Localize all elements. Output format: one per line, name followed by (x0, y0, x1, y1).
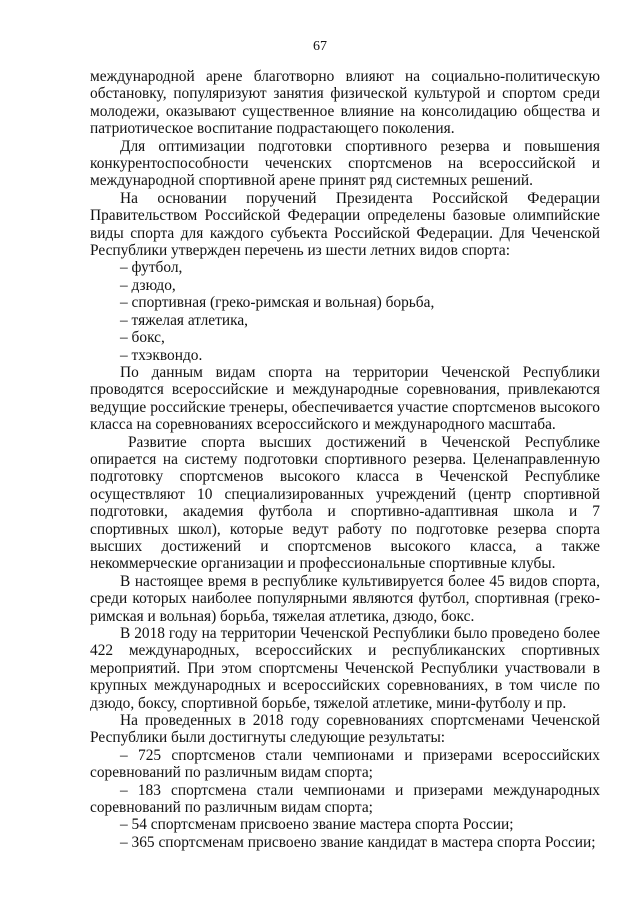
list-item: – тхэквондо. (120, 346, 203, 364)
paragraph: В 2018 году на территории Чеченской Республики было проведено более 422 международных, всероссийских и республиканских спортивных мероприятий. При этом спортсмены Чеченской Республики участвовали в крупных международных и всероссийских соревнованиях, в том числе по дзюдо, боксу, спортивной борьбе, тяжелой атлетике, мини-футболу и пр. (90, 625, 600, 712)
paragraph: В настоящее время в республике культивируется более 45 видов спорта, среди которых наиболее популярными являются футбол, спортивная (греко-римская и вольная) борьба, тяжелая атлетика, дзюдо, бокс. (90, 572, 600, 625)
paragraph: Развитие спорта высших достижений в Чеченской Республике опирается на систему подготовки спортивного резерва. Целенаправленную подготовку спортсменов высокого класса в Чеченской Республике осуществляют 10 специализированных учреждений (центр спортивной подготовки, академия футбола и спортивно-адаптивная школа и 7 спортивных школ), которые ведут работу по подготовке резерва спорта высших достижений и спортсменов высокого класса, а также некоммерческие организации и профессиональные спортивные клубы. (90, 433, 600, 573)
paragraph: международной арене благотворно влияют на социально-политическую обстановку, популяризуют занятия физической культурой и спортом среди молодежи, оказывают существенное влияние на консолидацию общества и патриотическое воспитание подрастающего поколения. (90, 68, 600, 138)
results-list (90, 747, 600, 851)
page-number: 67 (313, 39, 327, 54)
list-item: – тяжелая атлетика, (120, 311, 249, 329)
paragraph: На основании поручений Президента Российской Федерации Правительством Российской Федерации определены базовые олимпийские виды спорта для каждого субъекта Российской Федерации. Для Чеченской Республики утвержден перечень из шести летних видов спорта: (90, 189, 600, 260)
paragraph: По данным видам спорта на территории Чеченской Республики проводятся всероссийские и международные соревнования, привлекаются ведущие российские тренеры, обеспечивается участие спортсменов высокого класса на соревнованиях всероссийского и международного масштаба. (90, 363, 600, 434)
list-item: – бокс, (120, 329, 165, 347)
list-item: – 365 спортсменам присвоено звание кандидат в мастера спорта России; (120, 833, 596, 851)
paragraph: На проведенных в 2018 году соревнованиях спортсменами Чеченской Республики были достигнуты следующие результаты: (90, 712, 600, 747)
list-item: – дзюдо, (120, 276, 176, 294)
list-item: – спортивная (греко-римская и вольная) борьба, (120, 294, 435, 312)
list-item: – 54 спортсменам присвоено звание мастера спорта России; (120, 816, 514, 834)
list-item: – 725 спортсменов стали чемпионами и призерами всероссийских соревнований по различным видам спорта; (90, 746, 600, 782)
page-body (90, 68, 600, 851)
list-item: – 183 спортсмена стали чемпионами и призерами международных соревнований по различным видам спорта; (90, 781, 600, 817)
sports-list (90, 259, 600, 363)
list-item: – футбол, (120, 259, 183, 277)
paragraph: Для оптимизации подготовки спортивного резерва и повышения конкурентоспособности чеченских спортсменов на всероссийской и международной спортивной арене принят ряд системных решений. (90, 137, 600, 190)
